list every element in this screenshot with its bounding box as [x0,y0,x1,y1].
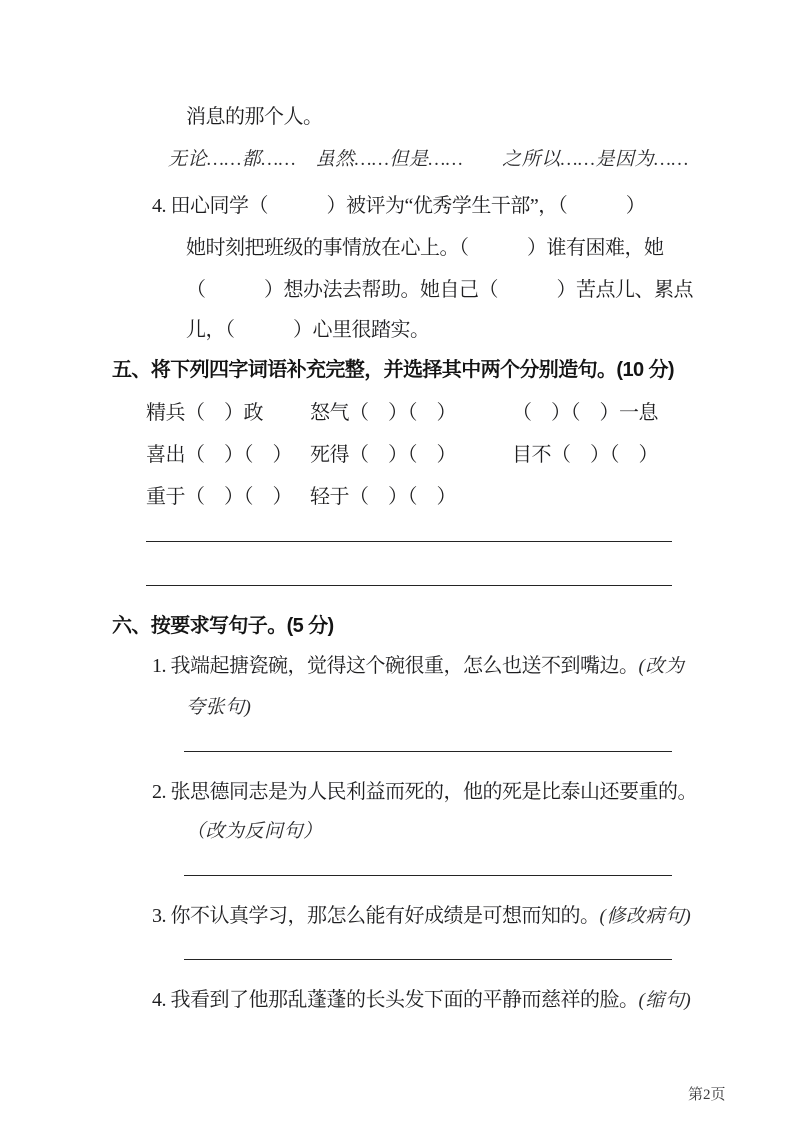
sentence-item-2-instruction: （改为反问句） [186,821,323,842]
idiom-row-2 [146,444,658,467]
answer-blank-line [146,541,672,542]
answer-blank-line [184,875,672,876]
sentence-item-3-line [152,905,691,928]
sentence-item-1-text: 1. 我端起搪瓷碗，觉得这个碗很重，怎么也送不到嘴边。 [152,655,639,677]
sentence-item-2-text: 2. 张思德同志是为人民利益而死的，他的死是比泰山还要重的。 [152,781,697,803]
idiom-cell: 怒气（ ）（ ） [310,402,456,424]
carryover-line: 消息的那个人。 [186,106,323,128]
idiom-cell: 精兵（ ）政 [146,402,263,424]
section6-title: 六、按要求写句子。(5 分) [112,615,334,637]
sentence-item-4-text: 4. 我看到了他那乱蓬蓬的长头发下面的平静而慈祥的脸。 [152,989,639,1011]
answer-blank-line [146,585,672,586]
idiom-cell: 死得（ ）（ ） [310,444,456,466]
conjunction-options-line: 无论……都…… 虽然……但是…… 之所以……是因为…… [168,149,689,170]
question4-line1: 4. 田心同学（ ）被评为“优秀学生干部”，（ ） [152,195,646,217]
sentence-item-1-instruction-end: 夸张句) [186,697,252,718]
idiom-cell: 喜出（ ）（ ） [146,444,292,466]
page-number: 第2页 [688,1087,726,1103]
sentence-item-3-instruction: (修改病句) [599,906,692,927]
question4-line4: 儿，（ ）心里很踏实。 [186,319,430,341]
section5-title: 五、将下列四字词语补充完整，并选择其中两个分别造句。(10 分) [112,359,674,381]
sentence-item-1-instruction-start: (改为 [638,656,685,677]
idiom-row-3 [146,486,456,509]
idiom-cell: 目不（ ）（ ） [512,444,658,466]
sentence-item-4-instruction: (缩句) [638,990,692,1011]
idiom-cell: 重于（ ）（ ） [146,486,292,508]
sentence-item-1-line1 [152,655,684,678]
idiom-row-1 [146,402,658,425]
answer-blank-line [184,751,672,752]
idiom-cell: （ ）（ ）一息 [512,402,658,424]
question4-line2: 她时刻把班级的事情放在心上。（ ）谁有困难，她 [186,237,664,259]
question4-line3: （ ）想办法去帮助。她自己（ ）苦点儿、累点 [186,279,693,301]
sentence-item-3-text: 3. 你不认真学习，那怎么能有好成绩是可想而知的。 [152,905,600,927]
idiom-cell: 轻于（ ）（ ） [310,486,456,508]
sentence-item-4-line [152,989,691,1012]
answer-blank-line [184,959,672,960]
